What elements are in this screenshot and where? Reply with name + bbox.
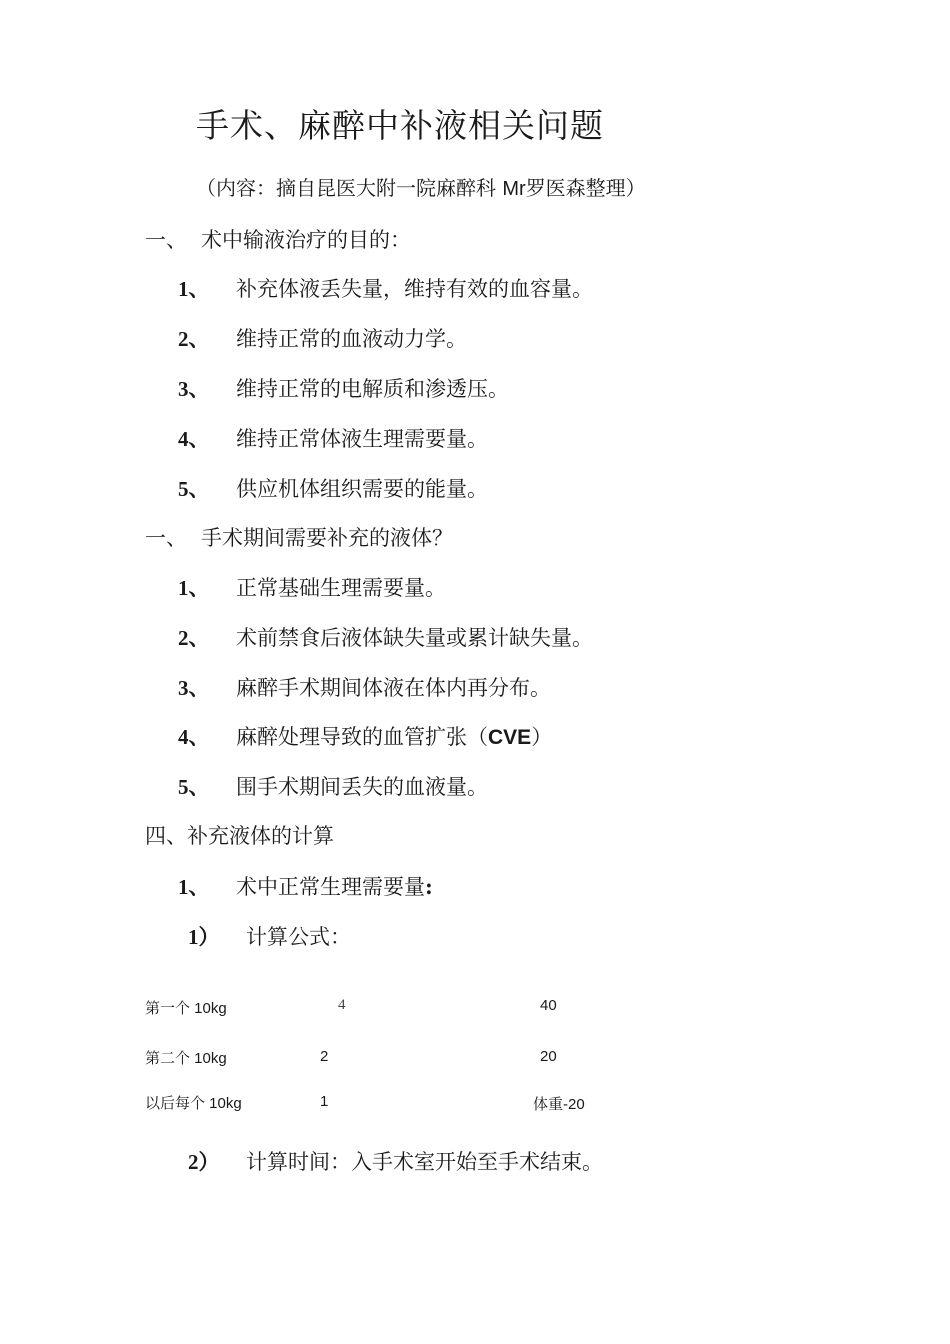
- formula-row-rate: 4: [338, 997, 346, 1013]
- page-subtitle: [196, 172, 646, 201]
- item-text: 术前禁食后液体缺失量或累计缺失量。: [236, 626, 593, 650]
- item-text: 正常基础生理需要量。: [236, 576, 446, 600]
- subtitle-suffix: 罗医森整理）: [525, 176, 646, 200]
- section-heading-text: 手术期间需要补充的液体？: [201, 526, 453, 550]
- item-text: 维持正常的血液动力学。: [236, 327, 467, 351]
- item-number: 1、: [178, 576, 210, 600]
- list-item: [178, 473, 488, 503]
- formula-row-label: 第一个 10kg: [145, 1000, 227, 1017]
- item-number: 2、: [178, 327, 210, 351]
- formula-row-total: 40: [540, 997, 557, 1014]
- sub-item-text: 计算公式：: [246, 925, 351, 949]
- item-colon: :: [425, 874, 433, 899]
- item-latin: CVE: [488, 726, 532, 749]
- list-item: [178, 423, 488, 453]
- section-heading-text: 术中输液治疗的目的：: [201, 228, 411, 252]
- item-text: 麻醉处理导致的血管扩张（: [236, 725, 488, 749]
- section-number: 一、: [145, 228, 187, 252]
- sub-item-number: 1）: [188, 925, 220, 949]
- page-title: 手术、麻醉中补液相关问题: [196, 106, 604, 145]
- list-item: [178, 622, 593, 652]
- list-item: [178, 672, 551, 702]
- formula-row-label: 以后每个 10kg: [145, 1095, 242, 1112]
- item-number: 3、: [178, 377, 210, 401]
- item-number: 4、: [178, 725, 210, 749]
- item-text: 术中正常生理需要量: [236, 875, 425, 899]
- subtitle-prefix: （内容：摘自昆医大附一院麻醉科: [196, 176, 503, 200]
- list-item: [178, 273, 593, 303]
- list-item: [178, 373, 509, 403]
- list-item: [178, 323, 467, 353]
- sub-item: [188, 1146, 603, 1176]
- list-item: [178, 871, 433, 901]
- formula-row-label: 第二个 10kg: [145, 1050, 227, 1067]
- formula-row-rate: 1: [320, 1093, 329, 1110]
- list-item: [178, 771, 488, 801]
- item-text: 供应机体组织需要的能量。: [236, 477, 488, 501]
- item-number: 5、: [178, 775, 210, 799]
- formula-row-rate: 2: [320, 1048, 329, 1065]
- sub-item: [188, 921, 351, 951]
- item-text: 围手术期间丢失的血液量。: [236, 775, 488, 799]
- item-number: 2、: [178, 626, 210, 650]
- item-number: 1、: [178, 277, 210, 301]
- item-text-after: ）: [531, 725, 553, 749]
- item-text: 麻醉手术期间体液在体内再分布。: [236, 676, 551, 700]
- item-number: 3、: [178, 676, 210, 700]
- section-heading-4: 四、补充液体的计算: [145, 824, 334, 848]
- item-number: 5、: [178, 477, 210, 501]
- formula-row-total: 20: [540, 1048, 557, 1065]
- item-text: 维持正常体液生理需要量。: [236, 427, 488, 451]
- sub-item-number: 2）: [188, 1150, 220, 1174]
- item-text: 维持正常的电解质和渗透压。: [236, 377, 509, 401]
- subtitle-latin: Mr: [502, 178, 526, 200]
- section-number: 一、: [145, 526, 187, 550]
- item-number: 4、: [178, 427, 210, 451]
- list-item: [178, 572, 446, 602]
- section-heading-1: [145, 224, 411, 254]
- section-heading-2: [145, 522, 453, 552]
- sub-item-text: 计算时间：入手术室开始至手术结束。: [246, 1150, 603, 1174]
- formula-row-total: 体重-20: [533, 1096, 585, 1113]
- item-text: 补充体液丢失量，维持有效的血容量。: [236, 277, 593, 301]
- list-item: [178, 721, 552, 751]
- item-number: 1、: [178, 875, 210, 899]
